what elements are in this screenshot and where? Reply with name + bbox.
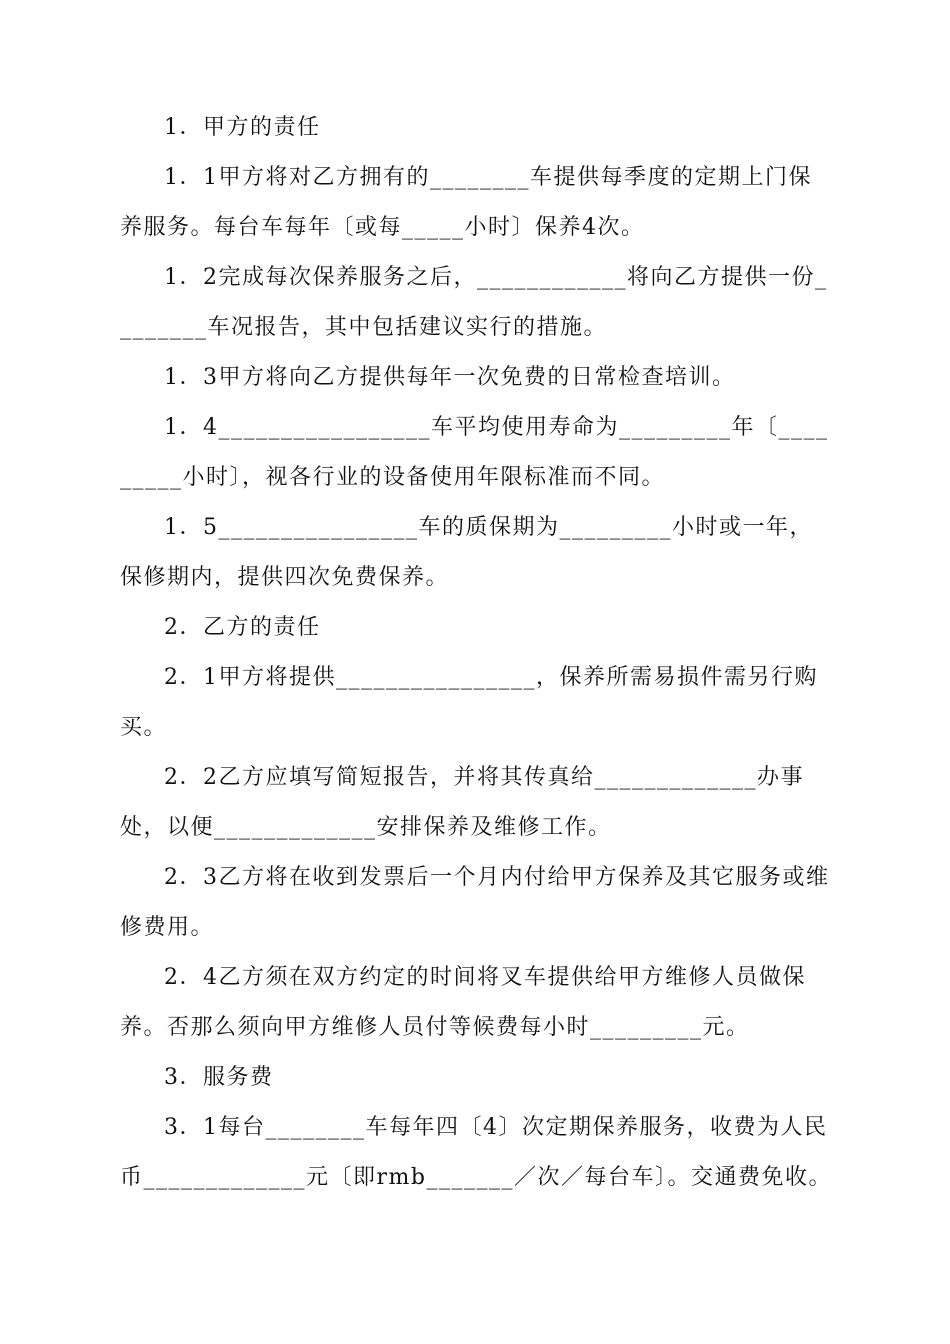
clause-1-3: 1．3甲方将向乙方提供每年一次免费的日常检查培训。 <box>164 365 736 390</box>
document-body <box>120 103 834 1203</box>
section-heading-service-fee: 3．服务费 <box>164 1065 274 1090</box>
clause-2-4: 2．4乙方须在双方约定的时间将叉车提供给甲方维修人员做保养。否那么须向甲方维修人员付等候费每小时_________元。 <box>120 965 806 1040</box>
clause-2-3: 2．3乙方将在收到发票后一个月内付给甲方保养及其它服务或维修费用。 <box>120 865 830 940</box>
clause-1-1: 1．1甲方将对乙方拥有的________车提供每季度的定期上门保养服务。每台车每年〔或每_____小时〕保养4次。 <box>120 165 812 240</box>
clause-2-1: 2．1甲方将提供________________，保养所需易损件需另行购买。 <box>120 665 818 740</box>
clause-3-1: 3．1每台________车每年四〔4〕次定期保养服务，收费为人民币_____________元〔即rmb_______／次／每台车〕。交通费免收。 <box>120 1115 832 1190</box>
section-heading-party-b: 2．乙方的责任 <box>164 615 321 640</box>
section-heading-party-a: 1．甲方的责任 <box>164 115 321 140</box>
clause-1-2: 1．2完成每次保养服务之后，____________将向乙方提供一份________车况报告，其中包括建议实行的措施。 <box>120 265 828 340</box>
clause-1-4: 1．4_________________车平均使用寿命为_________年〔_________小时〕，视各行业的设备使用年限标准而不同。 <box>120 415 829 490</box>
clause-1-5: 1．5________________车的质保期为_________小时或一年，保修期内，提供四次免费保养。 <box>120 515 813 590</box>
clause-2-2: 2．2乙方应填写简短报告，并将其传真给_____________办事处，以便_____________安排保养及维修工作。 <box>120 765 804 840</box>
